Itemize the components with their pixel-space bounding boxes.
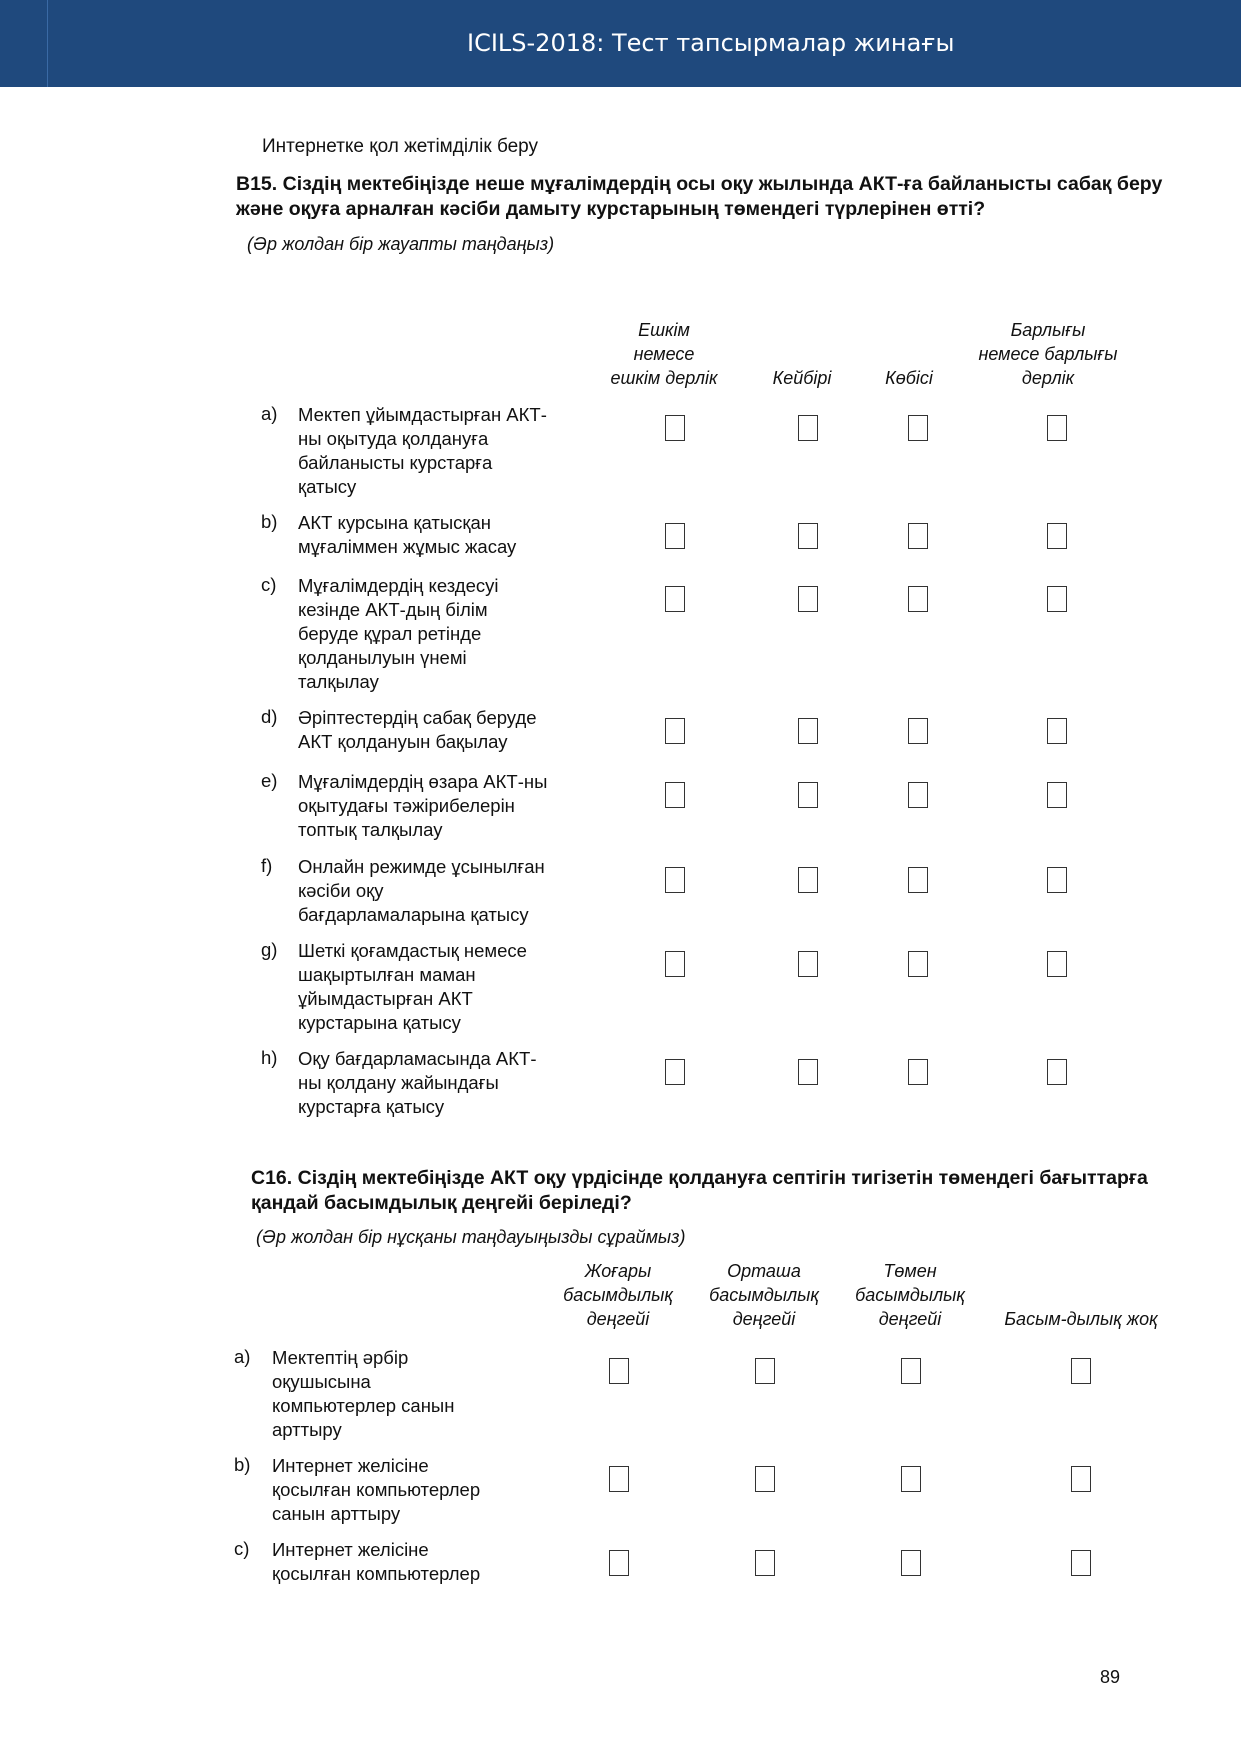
b15-answer-checkbox[interactable] — [908, 523, 928, 549]
b15-answer-checkbox[interactable] — [798, 415, 818, 441]
c16-item-text-line: Интернет желісіне — [272, 1455, 429, 1476]
page-header-bar — [0, 0, 1241, 87]
b15-answer-checkbox[interactable] — [908, 782, 928, 808]
question-c16-title-line: қандай басымдылық деңгейі беріледі? — [251, 1192, 632, 1214]
b15-answer-checkbox[interactable] — [798, 1059, 818, 1085]
c16-answer-checkbox[interactable] — [609, 1466, 629, 1492]
c16-item-text-line: компьютерлер санын — [272, 1395, 455, 1416]
b15-answer-checkbox[interactable] — [798, 867, 818, 893]
b15-item-text — [298, 770, 583, 842]
page-number: 89 — [1100, 1667, 1121, 1687]
b15-item-text-line: Мұғалімдердің кездесуі — [298, 575, 499, 596]
b15-column-header-line: ешкім дерлік — [610, 368, 718, 388]
c16-item-text — [272, 1346, 557, 1442]
b15-item-text-line: қатысу — [298, 476, 357, 497]
c16-item-text — [272, 1538, 557, 1586]
c16-answer-checkbox[interactable] — [609, 1358, 629, 1384]
question-c16-title — [251, 1166, 1190, 1216]
b15-column-header-line: Кейбірі — [772, 368, 832, 388]
b15-item-text-line: беруде құрал ретінде — [298, 623, 482, 644]
b15-answer-checkbox[interactable] — [665, 415, 685, 441]
b15-column-header — [859, 366, 959, 390]
c16-column-header-line: деңгейі — [878, 1309, 942, 1329]
b15-answer-checkbox[interactable] — [908, 1059, 928, 1085]
question-c16-instruction: (Әр жолдан бір нұсқаны таңдауыңызды сұраймыз) — [256, 1227, 686, 1247]
b15-item-text-line: топтық талқылау — [298, 819, 443, 840]
b15-answer-checkbox[interactable] — [665, 782, 685, 808]
c16-item-text-line: Мектептің әрбір — [272, 1347, 409, 1368]
b15-answer-checkbox[interactable] — [908, 867, 928, 893]
b15-column-header-line: Ешкім — [638, 320, 690, 340]
b15-answer-checkbox[interactable] — [798, 782, 818, 808]
b15-answer-checkbox[interactable] — [1047, 586, 1067, 612]
b15-answer-checkbox[interactable] — [665, 1059, 685, 1085]
c16-column-header-line: басымдылық — [563, 1285, 673, 1305]
c16-column-header-line: басымдылық — [855, 1285, 965, 1305]
c16-column-header-line: Басым-дылық жоқ — [1004, 1309, 1158, 1329]
b15-item-text-line: ны қолдану жайындағы — [298, 1072, 499, 1093]
b15-item-text-line: кезінде АКТ-дың білім — [298, 599, 488, 620]
b15-item-text-line: шақыртылған маман — [298, 964, 476, 985]
b15-item-text-line: Әріптестердің сабақ беруде — [298, 707, 537, 728]
b15-column-header — [579, 318, 749, 390]
b15-answer-checkbox[interactable] — [665, 951, 685, 977]
b15-item-text — [298, 706, 583, 754]
b15-column-header-line: дерлік — [1021, 368, 1075, 388]
b15-answer-checkbox[interactable] — [665, 586, 685, 612]
b15-item-text — [298, 511, 583, 559]
c16-answer-checkbox[interactable] — [901, 1550, 921, 1576]
b15-answer-checkbox[interactable] — [908, 718, 928, 744]
c16-item-text-line: қосылған компьютерлер — [272, 1479, 481, 1500]
c16-answer-checkbox[interactable] — [1071, 1358, 1091, 1384]
question-b15-instruction: (Әр жолдан бір жауапты таңдаңыз) — [247, 234, 555, 254]
c16-answer-checkbox[interactable] — [755, 1550, 775, 1576]
b15-item-label: d) — [261, 706, 278, 727]
c16-item-label: b) — [234, 1454, 251, 1475]
b15-answer-checkbox[interactable] — [1047, 1059, 1067, 1085]
c16-column-header — [981, 1307, 1181, 1331]
question-b15-title-line: және оқуға арналған кәсіби дамыту курстарының төмендегі түрлерінен өтті? — [236, 198, 986, 220]
c16-item-label: a) — [234, 1346, 251, 1367]
question-c16-title-line: C16. Сіздің мектебіңізде АКТ оқу үрдісінде қолдануға септігін тигізетін төмендегі бағыттарға — [251, 1167, 1148, 1189]
b15-item-label: c) — [261, 574, 277, 595]
b15-answer-checkbox[interactable] — [798, 523, 818, 549]
c16-column-header-line: деңгейі — [732, 1309, 796, 1329]
b15-column-header-line: Көбісі — [885, 368, 933, 388]
c16-column-header-line: деңгейі — [586, 1309, 650, 1329]
b15-item-text-line: Мұғалімдердің өзара АКТ-ны — [298, 771, 548, 792]
b15-answer-checkbox[interactable] — [665, 523, 685, 549]
b15-column-header — [953, 318, 1143, 390]
c16-item-text-line: қосылған компьютерлер — [272, 1563, 481, 1584]
c16-answer-checkbox[interactable] — [901, 1466, 921, 1492]
b15-item-text-line: курстарына қатысу — [298, 1012, 461, 1033]
c16-column-header-line: Жоғары — [584, 1261, 652, 1281]
b15-answer-checkbox[interactable] — [1047, 415, 1067, 441]
c16-item-text-line: оқушысына — [272, 1371, 371, 1392]
c16-item-text — [272, 1454, 557, 1526]
b15-item-label: a) — [261, 403, 278, 424]
c16-answer-checkbox[interactable] — [1071, 1466, 1091, 1492]
b15-answer-checkbox[interactable] — [908, 951, 928, 977]
b15-column-header-line: немесе барлығы — [978, 344, 1118, 364]
b15-item-label: f) — [261, 855, 273, 876]
b15-item-label: g) — [261, 939, 278, 960]
b15-answer-checkbox[interactable] — [908, 586, 928, 612]
c16-answer-checkbox[interactable] — [755, 1358, 775, 1384]
c16-item-label: c) — [234, 1538, 250, 1559]
b15-column-header-line: немесе — [633, 344, 695, 364]
c16-item-text-line: санын арттыру — [272, 1503, 401, 1524]
b15-answer-checkbox[interactable] — [1047, 782, 1067, 808]
c16-column-header — [689, 1259, 839, 1331]
b15-item-text-line: бағдарламаларына қатысу — [298, 904, 529, 925]
b15-item-text-line: АКТ курсына қатысқан — [298, 512, 491, 533]
c16-answer-checkbox[interactable] — [609, 1550, 629, 1576]
header-title: ICILS-2018: Тест тапсырмалар жинағы — [467, 29, 955, 57]
c16-column-header — [543, 1259, 693, 1331]
c16-answer-checkbox[interactable] — [1071, 1550, 1091, 1576]
c16-column-header-line: Орташа — [727, 1261, 801, 1281]
b15-item-text — [298, 939, 583, 1035]
b15-item-text-line: оқытудағы тәжірибелерін — [298, 795, 515, 816]
b15-item-text — [298, 855, 583, 927]
b15-item-label: h) — [261, 1047, 278, 1068]
b15-answer-checkbox[interactable] — [665, 718, 685, 744]
c16-column-header-line: басымдылық — [709, 1285, 819, 1305]
b15-item-text — [298, 1047, 583, 1119]
c16-column-header — [835, 1259, 985, 1331]
c16-column-header-line: Төмен — [883, 1261, 937, 1281]
b15-answer-checkbox[interactable] — [1047, 523, 1067, 549]
carryover-text: Интернетке қол жетімділік беру — [262, 136, 539, 157]
b15-item-text-line: байланысты курстарға — [298, 452, 493, 473]
b15-item-text-line: ұйымдастырған АКТ — [298, 988, 473, 1009]
b15-column-header — [747, 366, 857, 390]
b15-answer-checkbox[interactable] — [908, 415, 928, 441]
b15-answer-checkbox[interactable] — [665, 867, 685, 893]
b15-item-text — [298, 403, 583, 499]
b15-item-text-line: курстарға қатысу — [298, 1096, 445, 1117]
b15-item-text-line: ны оқытуда қолдануға — [298, 428, 489, 449]
b15-column-header-line: Барлығы — [1010, 320, 1086, 340]
c16-answer-checkbox[interactable] — [755, 1466, 775, 1492]
b15-item-text-line: Шеткі қоғамдастық немесе — [298, 940, 527, 961]
question-b15-title — [236, 172, 1190, 222]
b15-item-label: b) — [261, 511, 278, 532]
b15-answer-checkbox[interactable] — [1047, 867, 1067, 893]
b15-item-text-line: мұғаліммен жұмыс жасау — [298, 536, 517, 557]
b15-item-text-line: Мектеп ұйымдастырған АКТ- — [298, 404, 547, 425]
c16-item-text-line: Интернет желісіне — [272, 1539, 429, 1560]
b15-item-text-line: Онлайн режимде ұсынылған — [298, 856, 545, 877]
c16-answer-checkbox[interactable] — [901, 1358, 921, 1384]
b15-item-label: e) — [261, 770, 278, 791]
b15-item-text-line: талқылау — [298, 671, 379, 692]
b15-item-text-line: АКТ қолдануын бақылау — [298, 731, 508, 752]
b15-item-text-line: Оқу бағдарламасында АКТ- — [298, 1048, 537, 1069]
b15-answer-checkbox[interactable] — [798, 951, 818, 977]
b15-item-text-line: кәсіби оқу — [298, 880, 384, 901]
b15-item-text-line: қолданылуын үнемі — [298, 647, 467, 668]
b15-answer-checkbox[interactable] — [1047, 951, 1067, 977]
c16-item-text-line: арттыру — [272, 1419, 342, 1440]
b15-answer-checkbox[interactable] — [798, 586, 818, 612]
header-edge-line — [47, 0, 48, 87]
b15-answer-checkbox[interactable] — [798, 718, 818, 744]
b15-answer-checkbox[interactable] — [1047, 718, 1067, 744]
b15-item-text — [298, 574, 583, 694]
question-b15-title-line: B15. Сіздің мектебіңізде неше мұғалімдердің осы оқу жылында АКТ-ға байланысты сабақ беру — [236, 173, 1163, 195]
